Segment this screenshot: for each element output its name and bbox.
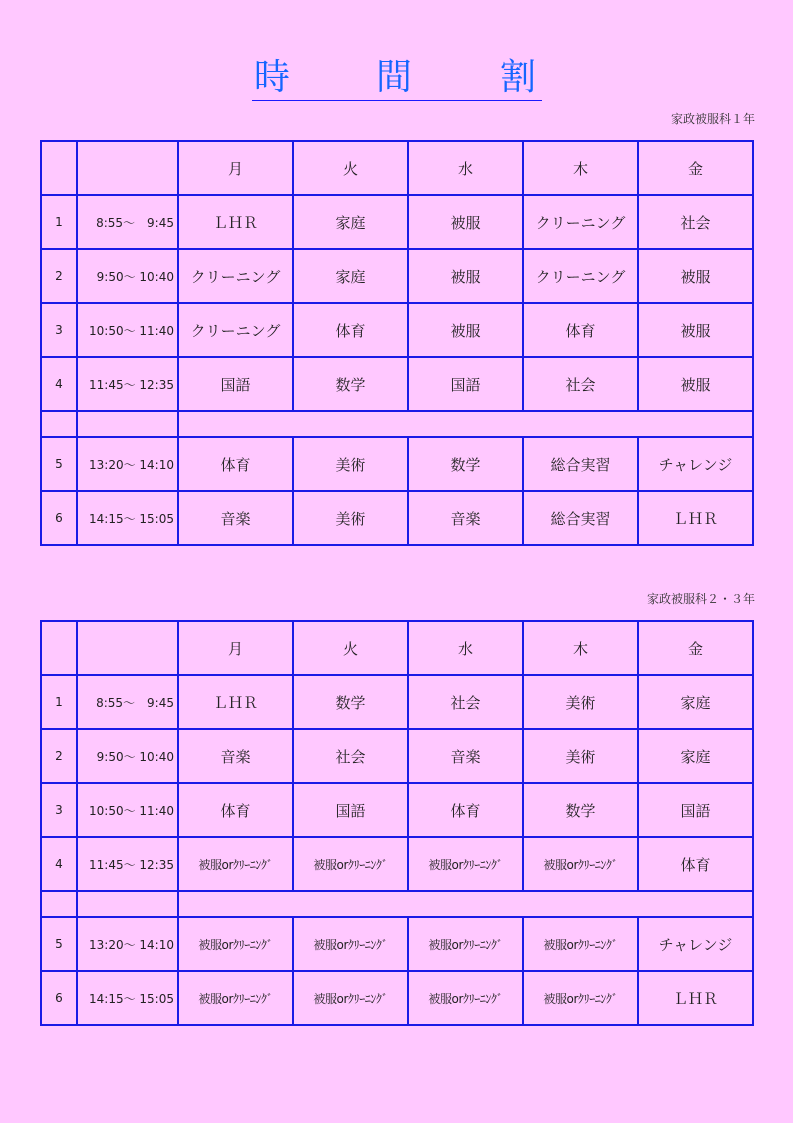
title-char: 時 bbox=[254, 57, 291, 98]
period-number: 6 bbox=[41, 491, 77, 545]
period-time: 14:15～ 15:05 bbox=[77, 971, 178, 1025]
subject-cell: 被服orｸﾘｰﾆﾝｸﾞ bbox=[408, 837, 523, 891]
subject-cell: 被服orｸﾘｰﾆﾝｸﾞ bbox=[523, 837, 638, 891]
period-row bbox=[41, 303, 753, 357]
subject-cell: 体育 bbox=[178, 783, 293, 837]
subject-cell: 数学 bbox=[523, 783, 638, 837]
subject-cell: 被服orｸﾘｰﾆﾝｸﾞ bbox=[523, 971, 638, 1025]
subject-cell: クリーニング bbox=[178, 249, 293, 303]
corner-cell bbox=[41, 141, 77, 195]
subject-cell: 美術 bbox=[293, 437, 408, 491]
subject-cell: 社会 bbox=[293, 729, 408, 783]
period-time: 10:50～ 11:40 bbox=[77, 783, 178, 837]
day-header: 月 bbox=[178, 141, 293, 195]
subject-cell: 体育 bbox=[523, 303, 638, 357]
subject-cell: 美術 bbox=[523, 729, 638, 783]
period-time: 13:20～ 14:10 bbox=[77, 917, 178, 971]
day-header: 水 bbox=[408, 621, 523, 675]
subject-cell: 被服 bbox=[638, 249, 753, 303]
period-row bbox=[41, 675, 753, 729]
subject-cell: 美術 bbox=[293, 491, 408, 545]
header-row bbox=[41, 621, 753, 675]
subject-cell: 被服orｸﾘｰﾆﾝｸﾞ bbox=[178, 917, 293, 971]
subject-cell: 被服orｸﾘｰﾆﾝｸﾞ bbox=[178, 837, 293, 891]
subject-cell: 社会 bbox=[638, 195, 753, 249]
period-number: 6 bbox=[41, 971, 77, 1025]
period-time: 8:55～ 9:45 bbox=[77, 195, 178, 249]
break-cell bbox=[77, 891, 178, 917]
subject-cell: 体育 bbox=[408, 783, 523, 837]
period-row bbox=[41, 357, 753, 411]
period-number: 1 bbox=[41, 675, 77, 729]
subject-cell: クリーニング bbox=[523, 249, 638, 303]
subject-cell: 国語 bbox=[408, 357, 523, 411]
subject-cell: 数学 bbox=[293, 357, 408, 411]
subject-cell: 被服 bbox=[408, 303, 523, 357]
period-row bbox=[41, 917, 753, 971]
class-label-year2-3: 家政被服科２・３年 bbox=[646, 592, 755, 606]
subject-cell: 被服orｸﾘｰﾆﾝｸﾞ bbox=[293, 971, 408, 1025]
subject-cell: 数学 bbox=[408, 437, 523, 491]
lunch-break-row bbox=[41, 891, 753, 917]
period-row bbox=[41, 437, 753, 491]
subject-cell: 家庭 bbox=[638, 729, 753, 783]
day-header: 金 bbox=[638, 141, 753, 195]
subject-cell: 音楽 bbox=[178, 491, 293, 545]
header-row bbox=[41, 141, 753, 195]
subject-cell: 社会 bbox=[408, 675, 523, 729]
subject-cell: 総合実習 bbox=[523, 491, 638, 545]
period-row bbox=[41, 783, 753, 837]
subject-cell: 国語 bbox=[638, 783, 753, 837]
period-time: 8:55～ 9:45 bbox=[77, 675, 178, 729]
subject-cell: 被服 bbox=[638, 357, 753, 411]
subject-cell: ＬＨＲ bbox=[638, 971, 753, 1025]
subject-cell: 被服orｸﾘｰﾆﾝｸﾞ bbox=[408, 971, 523, 1025]
page-title bbox=[252, 56, 542, 101]
lunch-break-row bbox=[41, 411, 753, 437]
subject-cell: ＬＨＲ bbox=[178, 675, 293, 729]
period-row bbox=[41, 971, 753, 1025]
subject-cell: 家庭 bbox=[638, 675, 753, 729]
subject-cell: 数学 bbox=[293, 675, 408, 729]
corner-cell bbox=[41, 621, 77, 675]
day-header: 木 bbox=[523, 621, 638, 675]
subject-cell: 総合実習 bbox=[523, 437, 638, 491]
period-number: 2 bbox=[41, 249, 77, 303]
period-number: 4 bbox=[41, 837, 77, 891]
corner-cell bbox=[77, 141, 178, 195]
subject-cell: 被服 bbox=[638, 303, 753, 357]
title-char: 割 bbox=[500, 57, 537, 98]
period-time: 9:50～ 10:40 bbox=[77, 729, 178, 783]
period-number: 5 bbox=[41, 917, 77, 971]
day-header: 火 bbox=[293, 141, 408, 195]
break-cell bbox=[41, 891, 77, 917]
subject-cell: 被服orｸﾘｰﾆﾝｸﾞ bbox=[293, 917, 408, 971]
period-row bbox=[41, 837, 753, 891]
period-time: 10:50～ 11:40 bbox=[77, 303, 178, 357]
subject-cell: 被服orｸﾘｰﾆﾝｸﾞ bbox=[408, 917, 523, 971]
subject-cell: 家庭 bbox=[293, 249, 408, 303]
period-number: 5 bbox=[41, 437, 77, 491]
subject-cell: ＬＨＲ bbox=[178, 195, 293, 249]
day-header: 金 bbox=[638, 621, 753, 675]
subject-cell: 体育 bbox=[638, 837, 753, 891]
subject-cell: クリーニング bbox=[523, 195, 638, 249]
timetable-year2-3 bbox=[40, 620, 754, 1026]
subject-cell: 被服 bbox=[408, 195, 523, 249]
subject-cell: 体育 bbox=[293, 303, 408, 357]
corner-cell bbox=[77, 621, 178, 675]
period-number: 3 bbox=[41, 303, 77, 357]
class-label-year1: 家政被服科１年 bbox=[670, 112, 755, 126]
break-cell bbox=[41, 411, 77, 437]
subject-cell: 国語 bbox=[293, 783, 408, 837]
subject-cell: 被服orｸﾘｰﾆﾝｸﾞ bbox=[523, 917, 638, 971]
subject-cell: 社会 bbox=[523, 357, 638, 411]
break-cell bbox=[178, 411, 753, 437]
subject-cell: 被服orｸﾘｰﾆﾝｸﾞ bbox=[178, 971, 293, 1025]
period-row bbox=[41, 195, 753, 249]
subject-cell: 音楽 bbox=[408, 491, 523, 545]
subject-cell: 家庭 bbox=[293, 195, 408, 249]
break-cell bbox=[77, 411, 178, 437]
subject-cell: ＬＨＲ bbox=[638, 491, 753, 545]
period-row bbox=[41, 249, 753, 303]
period-number: 1 bbox=[41, 195, 77, 249]
period-time: 11:45～ 12:35 bbox=[77, 357, 178, 411]
day-header: 月 bbox=[178, 621, 293, 675]
subject-cell: 美術 bbox=[523, 675, 638, 729]
subject-cell: 被服 bbox=[408, 249, 523, 303]
timetable-year1 bbox=[40, 140, 754, 546]
subject-cell: 被服orｸﾘｰﾆﾝｸﾞ bbox=[293, 837, 408, 891]
period-row bbox=[41, 491, 753, 545]
subject-cell: 国語 bbox=[178, 357, 293, 411]
subject-cell: 音楽 bbox=[178, 729, 293, 783]
period-time: 13:20～ 14:10 bbox=[77, 437, 178, 491]
day-header: 木 bbox=[523, 141, 638, 195]
subject-cell: クリーニング bbox=[178, 303, 293, 357]
title-char: 間 bbox=[376, 57, 413, 98]
day-header: 火 bbox=[293, 621, 408, 675]
period-row bbox=[41, 729, 753, 783]
period-number: 4 bbox=[41, 357, 77, 411]
period-time: 9:50～ 10:40 bbox=[77, 249, 178, 303]
period-time: 14:15～ 15:05 bbox=[77, 491, 178, 545]
subject-cell: 体育 bbox=[178, 437, 293, 491]
break-cell bbox=[178, 891, 753, 917]
day-header: 水 bbox=[408, 141, 523, 195]
subject-cell: 音楽 bbox=[408, 729, 523, 783]
period-number: 2 bbox=[41, 729, 77, 783]
period-number: 3 bbox=[41, 783, 77, 837]
subject-cell: チャレンジ bbox=[638, 437, 753, 491]
subject-cell: チャレンジ bbox=[638, 917, 753, 971]
period-time: 11:45～ 12:35 bbox=[77, 837, 178, 891]
